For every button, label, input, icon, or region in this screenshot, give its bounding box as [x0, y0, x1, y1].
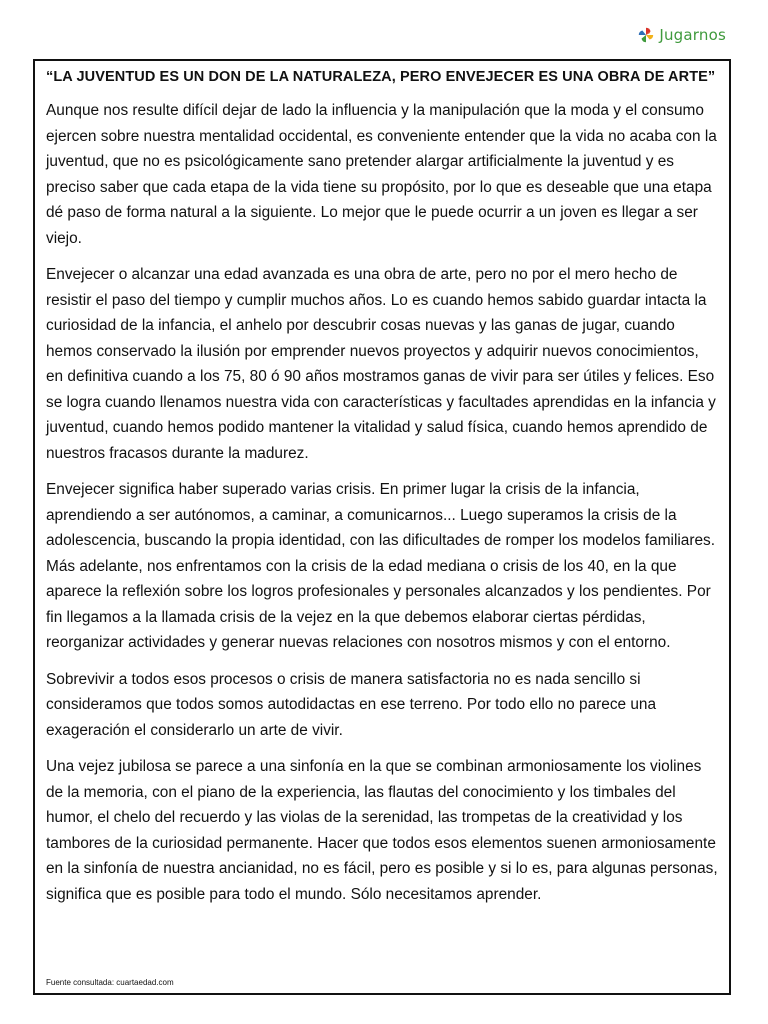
paragraph-2: Envejecer o alcanzar una edad avanzada es una obra de arte, pero no por el mero hecho de resistir el paso del tiempo y cumplir muchos años. Lo es cuando hemos sabido guardar intacta la curiosidad de la infancia, el anhelo por descubrir cosas nuevas y las ganas de jugar, cuando hemos conservado la ilusión por emprender nuevos proyectos y adquirir nuevos conocimientos, en definitiva cuando a los 75, 80 ó 90 años mostramos ganas de vivir para ser útiles y felices. Eso se logra cuando llenamos nuestra vida con características y facultades aprendidas en la infancia y juventud, cuando hemos podido mantener la vitalidad y salud física, cuando hemos aprendido de nuestros fracasos durante la madurez. — [46, 266, 716, 462]
paragraph-5: Una vejez jubilosa se parece a una sinfonía en la que se combinan armoniosamente los violines de la memoria, con el piano de la experiencia, las flautas del conocimiento y los timbales del humor, el chelo del recuerdo y las violas de la serenidad, las trompetas de la creatividad y los tambores de la curiosidad permanente. Hacer que todos esos elementos suenen armoniosamente en la sinfonía de nuestra ancianidad, no es fácil, pero es posible y si lo es, para algunas personas, significa que es posible para todo el mundo. Sólo necesitamos aprender. — [46, 758, 718, 903]
document-title: “LA JUVENTUD ES UN DON DE LA NATURALEZA, PERO ENVEJECER ES UNA OBRA DE ARTE” — [46, 69, 716, 85]
paragraph-4: Sobrevivir a todos esos procesos o crisis de manera satisfactoria no es nada sencillo si consideramos que todos somos autodidactas en ese terreno. Por todo ello no parece una exageración el considerarlo un arte de vivir. — [46, 670, 657, 739]
document-frame — [33, 59, 731, 995]
brand-name: Jugarnos — [659, 26, 726, 44]
paragraph-3: Envejecer significa haber superado varias crisis. En primer lugar la crisis de la infancia, aprendiendo a ser autónomos, a caminar, a comunicarnos... Luego superamos la crisis de la adolescencia, buscando la propia identidad, con las dificultades de romper los modelos familiares. Más adelante, nos enfrentamos con la crisis de la edad mediana o crisis de los 40, en la que aparece la reflexión sobre los logros profesionales y personales alcanzados y los pendientes. Por fin llegamos a la llamada crisis de la vejez en la que debemos elaborar ciertas pérdidas, reorganizar actividades y generar nuevas relaciones con nosotros mismos y con el entorno. — [46, 481, 716, 651]
pinwheel-icon — [637, 26, 655, 44]
paragraph-1: Aunque nos resulte difícil dejar de lado la influencia y la manipulación que la moda y el consumo ejercen sobre nuestra mentalidad occidental, es conveniente entender que la vida no acaba con la juventud, que no es psicológicamente sano pretender alargar artificialmente la juventud y es preciso saber que cada etapa de la vida tiene su propósito, por lo que es deseable que una etapa dé paso de forma natural a la siguiente. Lo mejor que le puede ocurrir a un joven es llegar a ser viejo. — [46, 102, 717, 247]
source-note: Fuente consultada: cuartaedad.com — [46, 978, 174, 987]
brand-logo — [637, 26, 726, 44]
